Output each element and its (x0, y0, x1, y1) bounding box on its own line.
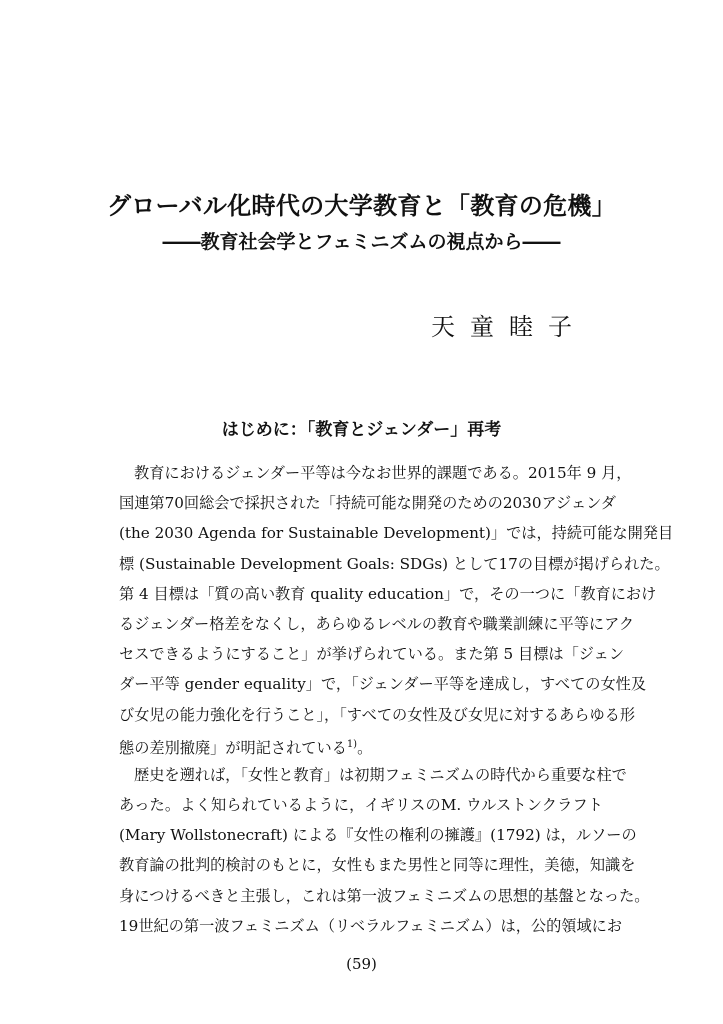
page-number: (59) (346, 955, 377, 973)
paper-subtitle: ――教育社会学とフェミニズムの視点から―― (162, 231, 561, 253)
body-line: 標 (Sustainable Development Goals: SDGs) として17の目標が掲げられた。 (119, 554, 670, 573)
body-line: (the 2030 Agenda for Sustainable Development)」では，持続可能な開発目 (119, 524, 674, 543)
body-line: ダー平等 gender equality」で，「ジェンダー平等を達成し，すべての女性及 (119, 675, 647, 694)
paper-title: グローバル化時代の大学教育と「教育の危機」 (106, 192, 617, 220)
body-line: 歴史を遡れば，「女性と教育」は初期フェミニズムの時代から重要な柱で (134, 765, 627, 784)
body-line: 教育論の批判的検討のもとに，女性もまた男性と同等に理性，美徳，知識を (119, 856, 636, 875)
body-line: セスできるようにすること」が挙げられている。また第 5 目標は「ジェン (119, 645, 625, 664)
author-name: 天童睦子 (431, 313, 587, 341)
body-line: び女児の能力強化を行うこと」，「すべての女性及び女児に対するあらゆる形 (119, 705, 636, 724)
section-heading: はじめに：「教育とジェンダー」再考 (221, 420, 502, 440)
body-line: 19世紀の第一波フェミニズム（リベラルフェミニズム）は，公的領域にお (119, 916, 623, 935)
body-text (119, 458, 674, 941)
body-line: (Mary Wollstonecraft) による『女性の権利の擁護』(1792) は，ルソーの (119, 826, 637, 845)
body-line: 身につけるべきと主張し，これは第一波フェミニズムの思想的基盤となった。 (119, 886, 650, 905)
footnote-marker: 1) (346, 738, 358, 750)
body-line: あった。よく知られているように，イギリスのM. ウルストンクラフト (119, 796, 603, 815)
body-line: 国連第70回総会で採択された「持続可能な開発のための2030アジェンダ (119, 494, 616, 513)
body-line: るジェンダー格差をなくし，あらゆるレベルの教育や職業訓練に平等にアク (119, 614, 635, 633)
body-line: 態の差別撤廃」が明記されている$^{1)}$。 (119, 738, 373, 757)
body-line: 第 4 目標は「質の高い教育 quality education」で，その一つに「教育におけ (119, 584, 657, 603)
body-line: 教育におけるジェンダー平等は今なお世界的課題である。2015年 9 月， (134, 464, 632, 482)
